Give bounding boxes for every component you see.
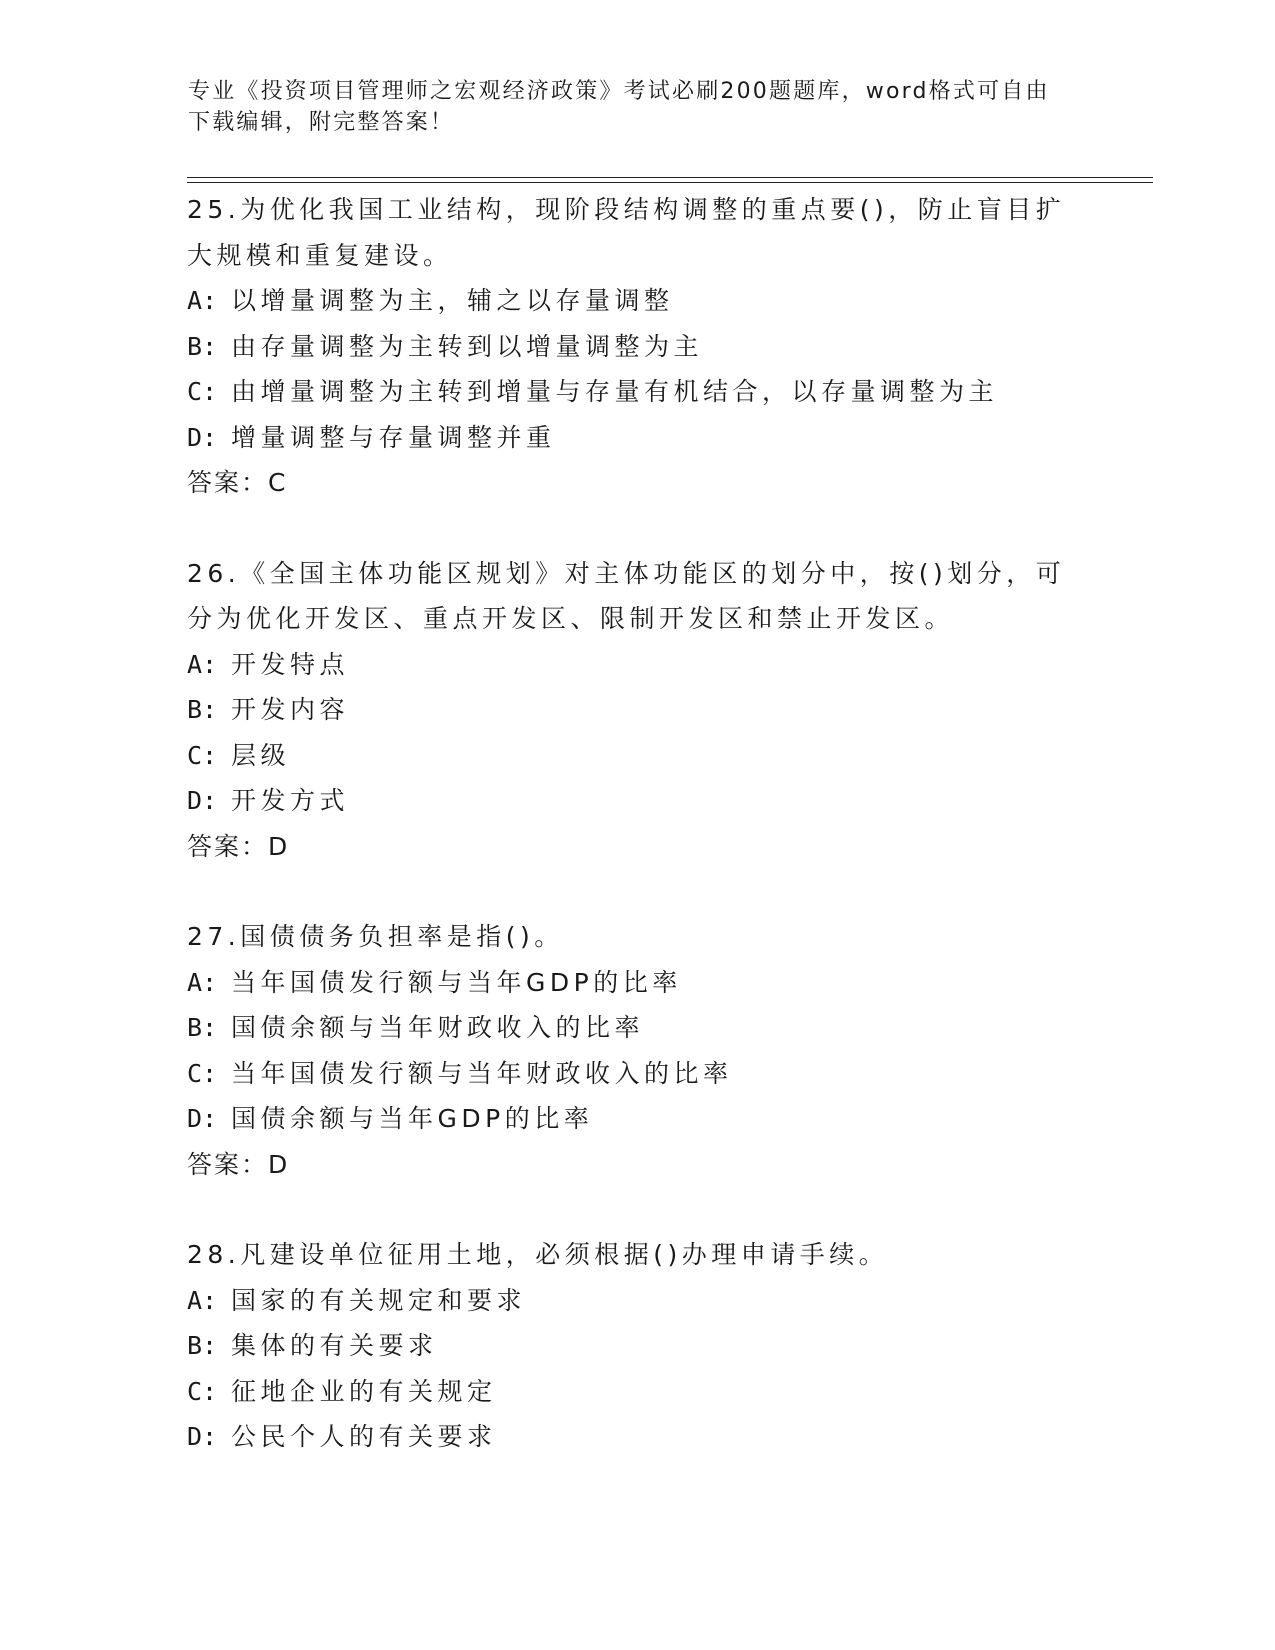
question-28 — [187, 1232, 1087, 1460]
option-text: 公民个人的有关要求 — [231, 1422, 497, 1451]
option-text: 当年国债发行额与当年财政收入的比率 — [231, 1058, 733, 1088]
option-key: A: — [187, 1285, 218, 1315]
option-b — [187, 1323, 1087, 1369]
option-d — [187, 1096, 1087, 1142]
answer-value: D — [268, 1149, 289, 1179]
option-key: D: — [187, 422, 218, 452]
option-b — [187, 324, 1087, 370]
option-text: 国债余额与当年GDP的比率 — [231, 1104, 594, 1133]
option-a — [187, 642, 1087, 688]
option-text: 由存量调整为主转到以增量调整为主 — [231, 331, 704, 361]
option-c — [187, 733, 1087, 779]
option-key: A: — [187, 286, 218, 315]
answer-value: C — [268, 468, 287, 497]
option-text: 开发内容 — [231, 695, 350, 724]
answer-line — [187, 460, 1087, 506]
question-25 — [187, 187, 1087, 506]
option-text: 征地企业的有关规定 — [231, 1376, 497, 1406]
option-c — [187, 369, 1087, 415]
option-c — [187, 1369, 1087, 1415]
answer-label: 答案： — [187, 831, 269, 861]
option-key: D: — [187, 1422, 218, 1451]
option-a — [187, 960, 1087, 1006]
question-list — [187, 187, 1087, 1505]
option-key: B: — [187, 331, 218, 361]
option-key: D: — [187, 1104, 218, 1133]
option-key: C: — [187, 1058, 218, 1088]
answer-value: D — [268, 831, 289, 861]
option-key: C: — [187, 1376, 218, 1406]
option-text: 以增量调整为主，辅之以存量调整 — [231, 286, 674, 315]
answer-label: 答案： — [187, 468, 269, 497]
option-text: 国家的有关规定和要求 — [231, 1285, 527, 1315]
option-text: 由增量调整为主转到增量与存量有机结合，以存量调整为主 — [231, 377, 999, 406]
option-c — [187, 1051, 1087, 1097]
option-key: B: — [187, 1331, 218, 1360]
option-b — [187, 687, 1087, 733]
answer-line — [187, 824, 1087, 870]
question-stem: 26.《全国主体功能区规划》对主体功能区的划分中，按()划分，可分为优化开发区、重点开发区、限制开发区和禁止开发区。 — [187, 558, 1066, 633]
option-text: 国债余额与当年财政收入的比率 — [231, 1013, 645, 1042]
option-key: B: — [187, 695, 218, 724]
option-key: C: — [187, 377, 218, 406]
option-text: 开发特点 — [231, 649, 350, 679]
header-divider-bottom — [187, 182, 1153, 183]
option-text: 增量调整与存量调整并重 — [231, 422, 556, 452]
option-text: 开发方式 — [231, 786, 350, 815]
option-b — [187, 1005, 1087, 1051]
question-26 — [187, 551, 1087, 870]
option-key: B: — [187, 1013, 218, 1042]
answer-label: 答案： — [187, 1149, 269, 1179]
option-key: D: — [187, 786, 218, 815]
header-divider-top — [187, 177, 1153, 178]
document-header: 专业《投资项目管理师之宏观经济政策》考试必刷200题题库，word格式可自由下载编辑，附完整答案！ — [188, 79, 1050, 135]
answer-line — [187, 1142, 1087, 1188]
option-text: 当年国债发行额与当年GDP的比率 — [231, 967, 682, 997]
option-key: A: — [187, 967, 218, 997]
question-stem: 27.国债债务负担率是指()。 — [187, 922, 564, 951]
question-stem: 25.为优化我国工业结构，现阶段结构调整的重点要()，防止盲目扩大规模和重复建设。 — [187, 195, 1066, 270]
option-text: 集体的有关要求 — [231, 1331, 438, 1360]
question-27 — [187, 914, 1087, 1187]
option-a — [187, 278, 1087, 324]
option-d — [187, 1414, 1087, 1460]
option-d — [187, 415, 1087, 461]
option-text: 层级 — [231, 740, 291, 770]
option-a — [187, 1278, 1087, 1324]
question-stem: 28.凡建设单位征用土地，必须根据()办理申请手续。 — [187, 1240, 889, 1269]
option-key: C: — [187, 740, 218, 770]
option-key: A: — [187, 649, 218, 679]
option-d — [187, 778, 1087, 824]
